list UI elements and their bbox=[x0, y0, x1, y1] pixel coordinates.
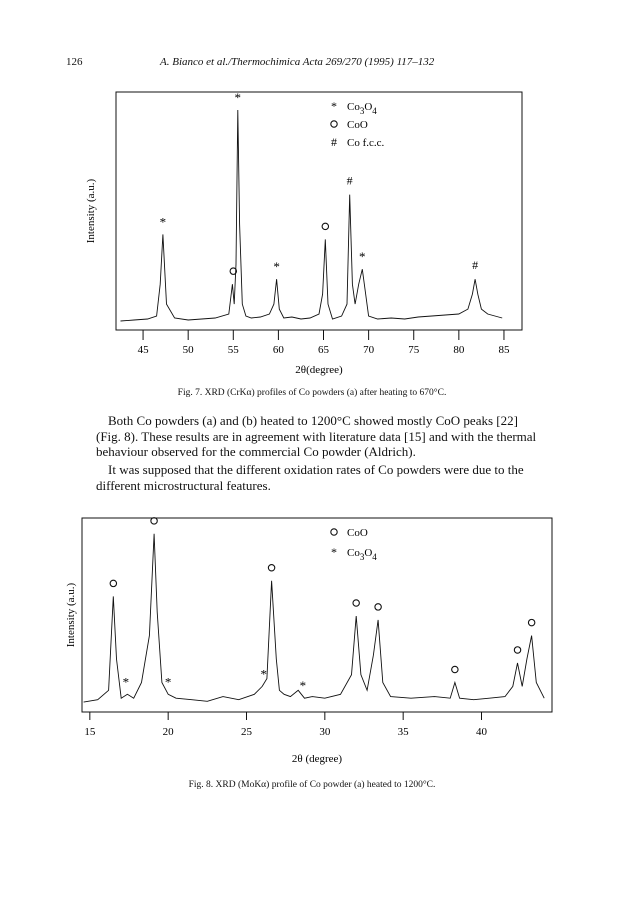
figure-7-xrd-chart bbox=[85, 90, 522, 376]
para1-line-2: (Fig. 8). These results are in agreement with literature data [15] and with the thermal bbox=[96, 428, 537, 444]
coo-peak-marker bbox=[353, 600, 359, 606]
plot-frame bbox=[82, 518, 552, 712]
legend-label: CoO bbox=[347, 119, 368, 131]
x-tick-label: 40 bbox=[476, 726, 487, 738]
legend-marker-coo bbox=[331, 529, 337, 535]
coo-peak-marker bbox=[514, 647, 520, 653]
body-paragraph-1 bbox=[96, 413, 546, 460]
legend-label: CoO bbox=[347, 527, 368, 539]
para1-line-1: Both Co powders (a) and (b) heated to 1200°C showed mostly CoO peaks [22] bbox=[108, 413, 518, 428]
x-tick-label: 25 bbox=[241, 726, 252, 738]
para1-line-3: behaviour observed for the commercial Co powder (Aldrich). bbox=[96, 444, 416, 459]
legend-label: $Co_3O_4$ bbox=[347, 101, 377, 116]
co3o4-peak-marker: * bbox=[159, 214, 167, 230]
y-axis-label: Intensity (a.u.) bbox=[65, 582, 77, 648]
para2-line-1: It was supposed that the different oxidation rates of Co powders were due to the bbox=[108, 462, 524, 477]
x-tick-label: 55 bbox=[227, 344, 239, 356]
co3o4-peak-marker: * bbox=[164, 674, 172, 690]
x-tick-label: 20 bbox=[162, 726, 174, 738]
legend-marker: * bbox=[331, 545, 337, 559]
co-fcc-peak-marker: # bbox=[346, 173, 353, 188]
y-axis-label: Intensity (a.u.) bbox=[85, 178, 97, 244]
coo-peak-marker bbox=[452, 666, 458, 672]
running-head: A. Bianco et al./Thermochimica Acta 269/270 (1995) 117–132 bbox=[160, 56, 435, 68]
x-axis-label: 2θ(degree) bbox=[295, 364, 343, 376]
x-tick-label: 70 bbox=[363, 344, 375, 356]
x-tick-label: 50 bbox=[182, 344, 194, 356]
co3o4-peak-marker: * bbox=[273, 259, 280, 275]
plot-frame bbox=[116, 89, 522, 330]
legend-label: $Co_3O_4$ bbox=[347, 547, 377, 562]
x-tick-label: 30 bbox=[319, 726, 331, 738]
co3o4-peak-marker: * bbox=[122, 674, 130, 690]
x-tick-label: 45 bbox=[137, 344, 149, 356]
page-number: 126 bbox=[66, 56, 83, 68]
xrd-series-line bbox=[84, 534, 545, 702]
co-fcc-peak-marker: # bbox=[472, 258, 479, 273]
coo-peak-marker bbox=[110, 580, 116, 586]
figure-8-xrd-chart bbox=[65, 518, 552, 765]
figure-7-caption: Fig. 7. XRD (CrKα) profiles of Co powders (a) after heating to 670°C. bbox=[177, 388, 447, 398]
x-tick-label: 85 bbox=[498, 344, 510, 356]
para2-line-2: different microstructural features. bbox=[96, 477, 271, 493]
coo-peak-marker bbox=[375, 604, 381, 610]
figure-8-caption: Fig. 8. XRD (MoKα) profile of Co powder (a) heated to 1200°C. bbox=[188, 780, 436, 790]
x-tick-label: 35 bbox=[397, 726, 409, 738]
co3o4-peak-marker: * bbox=[260, 666, 267, 682]
x-axis-label: 2θ (degree) bbox=[291, 753, 343, 765]
legend-marker: # bbox=[331, 135, 337, 149]
coo-peak-marker bbox=[268, 565, 274, 571]
xrd-series-line bbox=[121, 110, 503, 321]
co3o4-peak-marker: * bbox=[299, 678, 307, 694]
x-tick-label: 15 bbox=[84, 726, 96, 738]
x-tick-label: 60 bbox=[272, 344, 284, 356]
x-tick-label: 75 bbox=[408, 344, 420, 356]
x-tick-label: 80 bbox=[453, 344, 465, 356]
co3o4-peak-marker: * bbox=[359, 249, 366, 265]
coo-peak-marker bbox=[528, 619, 534, 625]
legend-marker: * bbox=[331, 99, 337, 113]
body-paragraph-2 bbox=[96, 462, 546, 493]
coo-peak-marker bbox=[322, 223, 328, 229]
coo-peak-marker bbox=[151, 518, 157, 524]
x-tick-label: 65 bbox=[318, 344, 330, 356]
legend-marker-coo bbox=[331, 121, 337, 127]
co3o4-peak-marker: * bbox=[234, 89, 242, 105]
legend-label: Co f.c.c. bbox=[347, 137, 385, 149]
